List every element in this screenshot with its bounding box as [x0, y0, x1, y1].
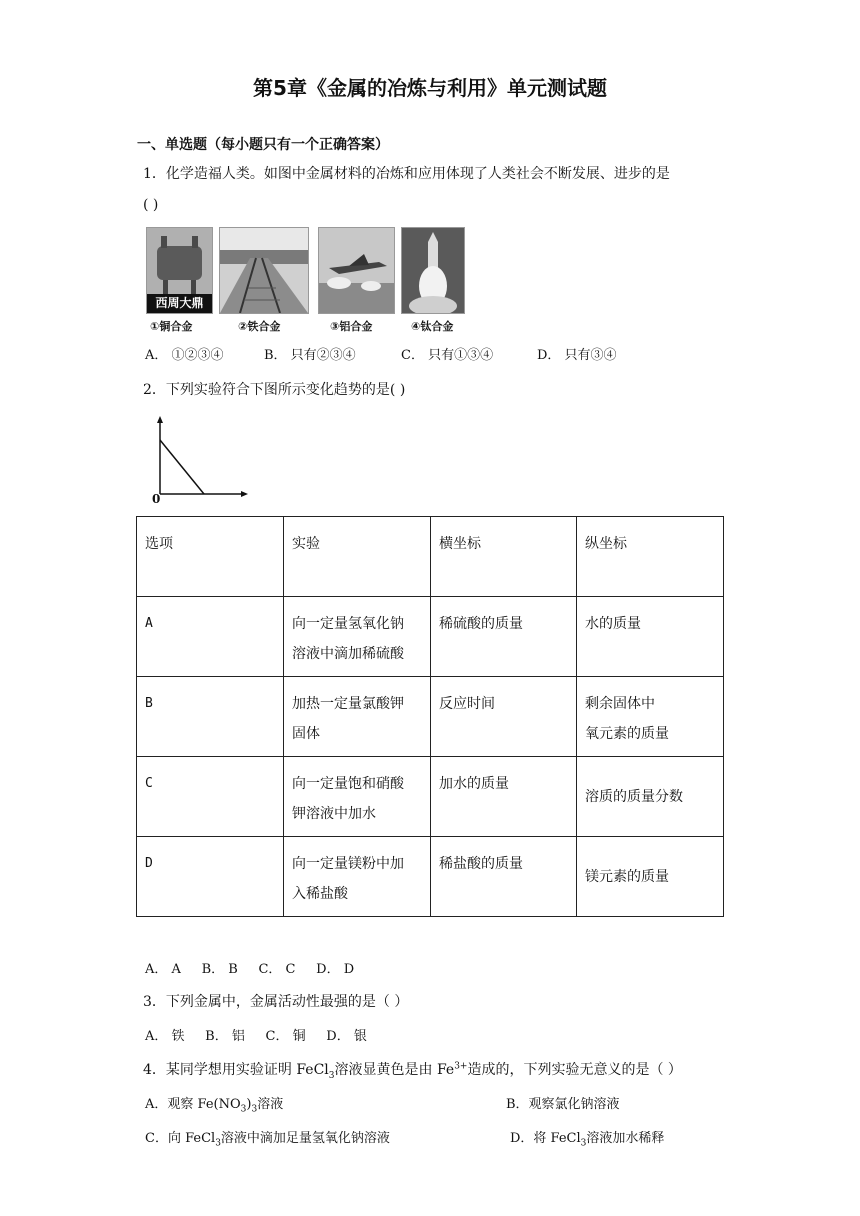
- header-experiment: 实验: [284, 517, 431, 597]
- table-header-row: [137, 517, 724, 597]
- aircraft-photo: [318, 227, 395, 314]
- row-y-axis: 镁元素的质量: [577, 837, 724, 917]
- row-y-axis: 水的质量: [577, 597, 724, 677]
- q4-option-d: D．将 FeCl$_3$溶液加水稀释: [510, 1131, 665, 1149]
- q4-option-b: B．观察氯化钠溶液: [506, 1097, 620, 1112]
- table-row: [137, 597, 724, 677]
- q2-options: A． A B． B C． C D． D: [145, 962, 355, 977]
- q3-options: A． 铁 B． 铝 C． 铜 D． 银: [145, 1029, 367, 1044]
- section-heading: 一、单选题（每小题只有一个正确答案）: [137, 137, 389, 153]
- railway-photo: [219, 227, 309, 314]
- row-y-axis: 剩余固体中 氧元素的质量: [577, 677, 724, 757]
- page-title: 第5章《金属的冶炼与利用》单元测试题: [253, 76, 607, 100]
- trend-graph: [148, 414, 253, 506]
- row-experiment: 向一定量饱和硝酸 钾溶液中加水: [284, 757, 431, 837]
- graph-origin-label: 0: [152, 492, 161, 506]
- row-option-label: B: [137, 677, 284, 757]
- q1-option-c: C． 只有①③④: [401, 348, 494, 363]
- header-y-axis: 纵坐标: [577, 517, 724, 597]
- row-option-label: C: [137, 757, 284, 837]
- caption-4: ④钛合金: [411, 320, 454, 333]
- row-x-axis: 稀盐酸的质量: [431, 837, 577, 917]
- row-experiment: 加热一定量氯酸钾 固体: [284, 677, 431, 757]
- caption-3: ③铝合金: [330, 320, 373, 333]
- question-2-stem: 2．下列实验符合下图所示变化趋势的是( ): [143, 382, 406, 398]
- question-1-stem: 1．化学造福人类。如图中金属材料的冶炼和应用体现了人类社会不断发展、进步的是: [143, 166, 670, 182]
- caption-1: ①铜合金: [150, 320, 193, 333]
- table-row: [137, 677, 724, 757]
- row-option-label: A: [137, 597, 284, 677]
- header-x-axis: 横坐标: [431, 517, 577, 597]
- row-option-label: D: [137, 837, 284, 917]
- row-y-axis: 溶质的质量分数: [577, 757, 724, 837]
- bronze-ding-photo: [146, 227, 213, 314]
- question-1-blank: ( ): [143, 197, 159, 213]
- q1-option-d: D． 只有③④: [537, 348, 617, 363]
- q4-option-a: A．观察 $Fe(NO_3)_3$溶液: [145, 1097, 284, 1115]
- table-row: [137, 837, 724, 917]
- experiment-table: [136, 516, 724, 917]
- row-experiment: 向一定量镁粉中加 入稀盐酸: [284, 837, 431, 917]
- header-option: 选项: [137, 517, 284, 597]
- row-x-axis: 反应时间: [431, 677, 577, 757]
- question-4-stem: 4．某同学想用实验证明 FeCl$_3$溶液显黄色是由 $Fe^{3+}$造成的，下列实验无意义的是（ ）: [143, 1061, 682, 1081]
- q1-option-b: B． 只有②③④: [264, 348, 356, 363]
- rocket-photo: [401, 227, 465, 314]
- table-row: [137, 757, 724, 837]
- bronze-ding-label: 西周大鼎: [155, 296, 204, 310]
- row-experiment: 向一定量氢氧化钠 溶液中滴加稀硫酸: [284, 597, 431, 677]
- q1-option-a: A． ①②③④: [145, 348, 224, 363]
- q4-option-c: C．向 FeCl$_3$溶液中滴加足量氢氧化钠溶液: [145, 1131, 390, 1149]
- row-x-axis: 加水的质量: [431, 757, 577, 837]
- question-3-stem: 3．下列金属中，金属活动性最强的是（ ）: [143, 994, 409, 1010]
- caption-2: ②铁合金: [238, 320, 281, 333]
- row-x-axis: 稀硫酸的质量: [431, 597, 577, 677]
